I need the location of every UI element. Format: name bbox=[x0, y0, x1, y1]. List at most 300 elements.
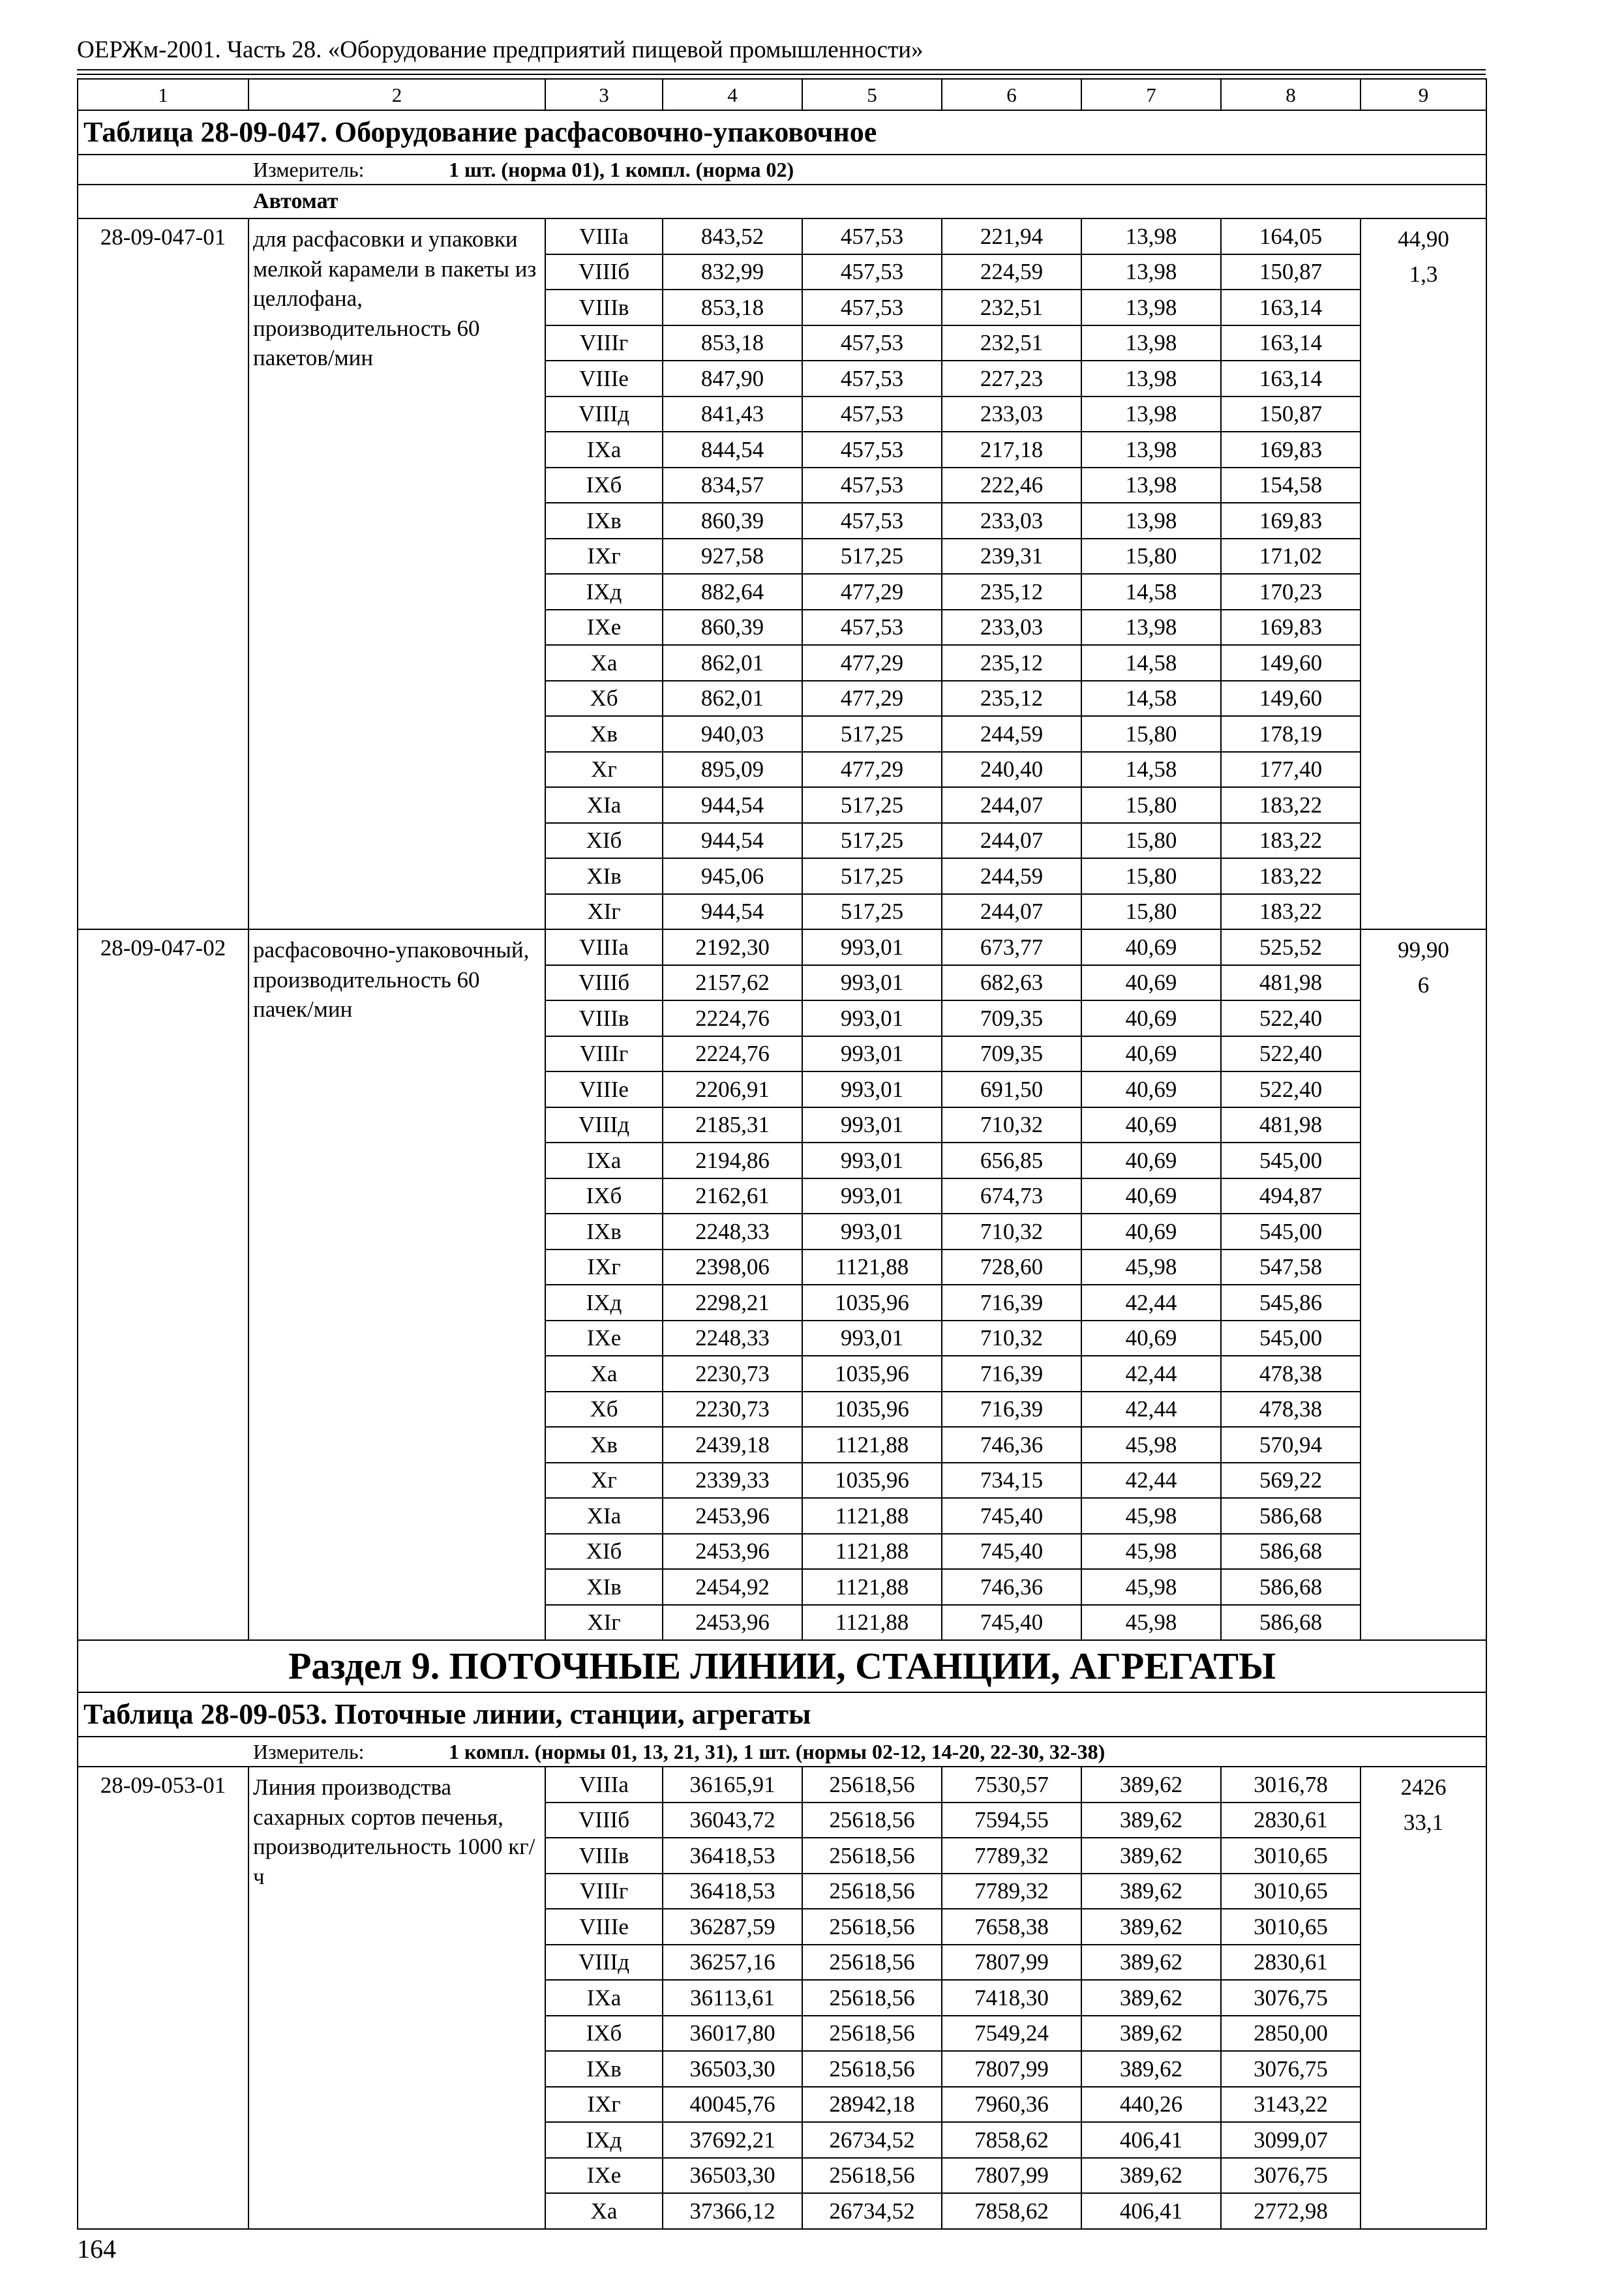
subtitle-row bbox=[78, 185, 1486, 218]
column-number: 9 bbox=[1361, 79, 1486, 110]
table-cell: 862,01 bbox=[663, 681, 802, 717]
table-title-2-row bbox=[78, 1692, 1486, 1737]
table-cell: VIIIг bbox=[545, 325, 663, 361]
table-cell: Xб bbox=[545, 1392, 663, 1428]
measure-cell bbox=[78, 1737, 1486, 1767]
table-cell: 389,62 bbox=[1081, 1874, 1221, 1909]
norm-code: 28-09-047-01 bbox=[78, 218, 248, 929]
table-cell: VIIIб bbox=[545, 254, 663, 290]
table-cell: Xг bbox=[545, 752, 663, 788]
table-cell: 944,54 bbox=[663, 787, 802, 823]
table-cell: 522,40 bbox=[1221, 1071, 1361, 1107]
table-cell: IXa bbox=[545, 1980, 663, 2016]
table-cell: 3099,07 bbox=[1221, 2122, 1361, 2158]
table-cell: 13,98 bbox=[1081, 468, 1221, 503]
column-number: 2 bbox=[248, 79, 545, 110]
table-cell: VIIIв bbox=[545, 1838, 663, 1874]
table-cell: IXв bbox=[545, 503, 663, 539]
table-cell: 235,12 bbox=[942, 645, 1081, 681]
table-body bbox=[78, 79, 1486, 2229]
table-cell: 244,07 bbox=[942, 823, 1081, 859]
norm-description: для расфасовки и упаковки мелкой карамели в пакеты из целлофана, производительность 60 пакетов/мин bbox=[248, 218, 545, 929]
table-cell: XIв bbox=[545, 1569, 663, 1605]
table-cell: 149,60 bbox=[1221, 645, 1361, 681]
table-cell: 389,62 bbox=[1081, 1980, 1221, 2016]
table-cell: 36017,80 bbox=[663, 2016, 802, 2052]
table-cell: 37692,21 bbox=[663, 2122, 802, 2158]
table-row bbox=[78, 1767, 1486, 1803]
table-row bbox=[78, 929, 1486, 965]
table-cell: 734,15 bbox=[942, 1463, 1081, 1499]
measure-value: 1 компл. (нормы 01, 13, 21, 31), 1 шт. (нормы 02-12, 14-20, 22-30, 32-38) bbox=[449, 1740, 1105, 1763]
table-cell: IXд bbox=[545, 574, 663, 610]
table-cell: 389,62 bbox=[1081, 2051, 1221, 2087]
table-cell: 457,53 bbox=[802, 432, 942, 468]
table-cell: 7858,62 bbox=[942, 2122, 1081, 2158]
table-cell: 457,53 bbox=[802, 610, 942, 646]
table-cell: 40,69 bbox=[1081, 1000, 1221, 1036]
table-cell: 14,58 bbox=[1081, 752, 1221, 788]
table-cell: 477,29 bbox=[802, 574, 942, 610]
column-9-value: 33,1 bbox=[1403, 1810, 1444, 1836]
table-cell: 13,98 bbox=[1081, 254, 1221, 290]
table-cell: 2224,76 bbox=[663, 1000, 802, 1036]
table-title-row bbox=[78, 110, 1486, 155]
table-cell: 2162,61 bbox=[663, 1178, 802, 1214]
table-cell: 586,68 bbox=[1221, 1569, 1361, 1605]
table-cell: 7549,24 bbox=[942, 2016, 1081, 2052]
table-cell: 40,69 bbox=[1081, 929, 1221, 965]
table-cell: VIIIг bbox=[545, 1036, 663, 1072]
table-cell: 45,98 bbox=[1081, 1427, 1221, 1463]
table-cell: 517,25 bbox=[802, 823, 942, 859]
table-cell: XIб bbox=[545, 1534, 663, 1570]
table-cell: 457,53 bbox=[802, 218, 942, 254]
table-cell: 2248,33 bbox=[663, 1321, 802, 1356]
table-cell: IXг bbox=[545, 1249, 663, 1285]
table-cell: 440,26 bbox=[1081, 2087, 1221, 2123]
table-cell: 2185,31 bbox=[663, 1107, 802, 1143]
table-cell: 586,68 bbox=[1221, 1534, 1361, 1570]
table-cell: 25618,56 bbox=[802, 2158, 942, 2194]
table-cell: 37366,12 bbox=[663, 2193, 802, 2229]
table-cell: 183,22 bbox=[1221, 823, 1361, 859]
table-cell: 13,98 bbox=[1081, 290, 1221, 325]
table-cell: Xa bbox=[545, 1356, 663, 1392]
table-cell: 45,98 bbox=[1081, 1569, 1221, 1605]
table-cell: 586,68 bbox=[1221, 1605, 1361, 1641]
table-cell: 40045,76 bbox=[663, 2087, 802, 2123]
table-cell: 244,07 bbox=[942, 787, 1081, 823]
table-cell: 222,46 bbox=[942, 468, 1081, 503]
table-cell: 2439,18 bbox=[663, 1427, 802, 1463]
table-cell: 239,31 bbox=[942, 539, 1081, 575]
table-cell: 36418,53 bbox=[663, 1874, 802, 1909]
table-cell: 233,03 bbox=[942, 396, 1081, 432]
table-cell: 841,43 bbox=[663, 396, 802, 432]
table-cell: IXб bbox=[545, 1178, 663, 1214]
table-cell: 40,69 bbox=[1081, 1214, 1221, 1249]
table-cell: 25618,56 bbox=[802, 1909, 942, 1945]
table-cell: 2194,86 bbox=[663, 1143, 802, 1178]
column-number: 1 bbox=[78, 79, 248, 110]
table-cell: 45,98 bbox=[1081, 1534, 1221, 1570]
table-cell: 853,18 bbox=[663, 325, 802, 361]
table-cell: 13,98 bbox=[1081, 503, 1221, 539]
table-cell: 150,87 bbox=[1221, 254, 1361, 290]
table-cell: 993,01 bbox=[802, 1000, 942, 1036]
table-cell: 25618,56 bbox=[802, 1980, 942, 2016]
table-cell: 2850,00 bbox=[1221, 2016, 1361, 2052]
table-cell: VIIIe bbox=[545, 361, 663, 396]
table-cell: 993,01 bbox=[802, 1071, 942, 1107]
page-number: 164 bbox=[77, 2234, 116, 2264]
table-cell: 457,53 bbox=[802, 290, 942, 325]
column-9-cell bbox=[1361, 1767, 1486, 2229]
table-cell: 843,52 bbox=[663, 218, 802, 254]
table-cell: 163,14 bbox=[1221, 361, 1361, 396]
table-cell: IXб bbox=[545, 2016, 663, 2052]
table-cell: 389,62 bbox=[1081, 1767, 1221, 1803]
table-cell: 389,62 bbox=[1081, 1909, 1221, 1945]
table-cell: 232,51 bbox=[942, 290, 1081, 325]
table-cell: 40,69 bbox=[1081, 1036, 1221, 1072]
table-cell: 525,52 bbox=[1221, 929, 1361, 965]
table-cell: 15,80 bbox=[1081, 858, 1221, 894]
table-cell: 545,86 bbox=[1221, 1285, 1361, 1321]
table-cell: 26734,52 bbox=[802, 2122, 942, 2158]
table-cell: 1121,88 bbox=[802, 1498, 942, 1534]
table-cell: 42,44 bbox=[1081, 1463, 1221, 1499]
table-cell: IXв bbox=[545, 2051, 663, 2087]
table-cell: 1121,88 bbox=[802, 1605, 942, 1641]
table-cell: 691,50 bbox=[942, 1071, 1081, 1107]
table-cell: VIIIe bbox=[545, 1071, 663, 1107]
table-cell: 993,01 bbox=[802, 1107, 942, 1143]
table-cell: XIг bbox=[545, 894, 663, 930]
table-cell: Xг bbox=[545, 1463, 663, 1499]
table-cell: 7594,55 bbox=[942, 1803, 1081, 1838]
table-cell: VIIIг bbox=[545, 1874, 663, 1909]
table-cell: 3010,65 bbox=[1221, 1874, 1361, 1909]
table-cell: 834,57 bbox=[663, 468, 802, 503]
table-cell: 569,22 bbox=[1221, 1463, 1361, 1499]
table-cell: 570,94 bbox=[1221, 1427, 1361, 1463]
table-cell: 25618,56 bbox=[802, 1767, 942, 1803]
table-cell: 3076,75 bbox=[1221, 1980, 1361, 2016]
table-cell: 927,58 bbox=[663, 539, 802, 575]
table-cell: 3010,65 bbox=[1221, 1909, 1361, 1945]
table-cell: 710,32 bbox=[942, 1107, 1081, 1143]
table-cell: 36257,16 bbox=[663, 1945, 802, 1981]
table-cell: VIIIв bbox=[545, 1000, 663, 1036]
column-number: 6 bbox=[942, 79, 1081, 110]
table-cell: 163,14 bbox=[1221, 290, 1361, 325]
table-cell: IXв bbox=[545, 1214, 663, 1249]
table-cell: 2830,61 bbox=[1221, 1803, 1361, 1838]
table-cell: 406,41 bbox=[1081, 2122, 1221, 2158]
table-cell: 481,98 bbox=[1221, 1107, 1361, 1143]
table-cell: 494,87 bbox=[1221, 1178, 1361, 1214]
table-cell: 45,98 bbox=[1081, 1498, 1221, 1534]
table-cell: 389,62 bbox=[1081, 2158, 1221, 2194]
table-cell: 40,69 bbox=[1081, 1143, 1221, 1178]
table-cell: 895,09 bbox=[663, 752, 802, 788]
table-cell: 13,98 bbox=[1081, 396, 1221, 432]
header-rule bbox=[77, 69, 1486, 70]
table-cell: 1035,96 bbox=[802, 1463, 942, 1499]
table-cell: 844,54 bbox=[663, 432, 802, 468]
table-cell: 14,58 bbox=[1081, 645, 1221, 681]
table-cell: VIIIд bbox=[545, 1945, 663, 1981]
table-cell: 940,03 bbox=[663, 716, 802, 752]
column-9-value: 44,90 bbox=[1398, 226, 1449, 252]
table-cell: VIIIa bbox=[545, 1767, 663, 1803]
table-cell: 716,39 bbox=[942, 1392, 1081, 1428]
table-cell: 28942,18 bbox=[802, 2087, 942, 2123]
table-cell: 163,14 bbox=[1221, 325, 1361, 361]
column-9-value: 2426 bbox=[1400, 1774, 1447, 1800]
table-cell: 457,53 bbox=[802, 361, 942, 396]
table-cell: 36043,72 bbox=[663, 1803, 802, 1838]
table-cell: 25618,56 bbox=[802, 1945, 942, 1981]
table-cell: IXe bbox=[545, 1321, 663, 1356]
table-cell: 169,83 bbox=[1221, 610, 1361, 646]
table-cell: 993,01 bbox=[802, 1036, 942, 1072]
table-cell: 235,12 bbox=[942, 574, 1081, 610]
table-cell: 945,06 bbox=[663, 858, 802, 894]
table-cell: 457,53 bbox=[802, 254, 942, 290]
table-cell: 457,53 bbox=[802, 468, 942, 503]
table-cell: 2339,33 bbox=[663, 1463, 802, 1499]
table-cell: VIIIe bbox=[545, 1909, 663, 1945]
table-cell: 150,87 bbox=[1221, 396, 1361, 432]
table-cell: 169,83 bbox=[1221, 432, 1361, 468]
table-cell: 15,80 bbox=[1081, 787, 1221, 823]
table-cell: IXг bbox=[545, 539, 663, 575]
table-cell: 7418,30 bbox=[942, 1980, 1081, 2016]
subtitle-cell bbox=[78, 185, 1486, 218]
table-cell: 1121,88 bbox=[802, 1249, 942, 1285]
table-cell: 944,54 bbox=[663, 894, 802, 930]
table-cell: 477,29 bbox=[802, 752, 942, 788]
table-cell: 682,63 bbox=[942, 965, 1081, 1001]
table-cell: 3143,22 bbox=[1221, 2087, 1361, 2123]
table-cell: 656,85 bbox=[942, 1143, 1081, 1178]
table-cell: 217,18 bbox=[942, 432, 1081, 468]
table-cell: 2453,96 bbox=[663, 1498, 802, 1534]
table-cell: 42,44 bbox=[1081, 1356, 1221, 1392]
table-cell: 36503,30 bbox=[663, 2158, 802, 2194]
table-cell: 7960,36 bbox=[942, 2087, 1081, 2123]
table-cell: 517,25 bbox=[802, 787, 942, 823]
table-cell: 40,69 bbox=[1081, 1321, 1221, 1356]
measure-row bbox=[78, 155, 1486, 185]
table-cell: VIIIб bbox=[545, 965, 663, 1001]
table-cell: 2192,30 bbox=[663, 929, 802, 965]
table-cell: 2398,06 bbox=[663, 1249, 802, 1285]
column-number: 4 bbox=[663, 79, 802, 110]
table-cell: VIIIв bbox=[545, 290, 663, 325]
table-cell: Xб bbox=[545, 681, 663, 717]
table-cell: 1121,88 bbox=[802, 1569, 942, 1605]
table-cell: 42,44 bbox=[1081, 1392, 1221, 1428]
table-cell: 478,38 bbox=[1221, 1392, 1361, 1428]
table-cell: 477,29 bbox=[802, 645, 942, 681]
table-cell: 882,64 bbox=[663, 574, 802, 610]
table-cell: 673,77 bbox=[942, 929, 1081, 965]
table-cell: IXe bbox=[545, 610, 663, 646]
table-cell: 545,00 bbox=[1221, 1214, 1361, 1249]
table-cell: 2248,33 bbox=[663, 1214, 802, 1249]
table-cell: Xa bbox=[545, 2193, 663, 2229]
table-cell: 545,00 bbox=[1221, 1321, 1361, 1356]
table-cell: 154,58 bbox=[1221, 468, 1361, 503]
table-cell: 25618,56 bbox=[802, 1874, 942, 1909]
table-cell: 710,32 bbox=[942, 1321, 1081, 1356]
table-cell: 2772,98 bbox=[1221, 2193, 1361, 2229]
table-cell: 149,60 bbox=[1221, 681, 1361, 717]
table-cell: 3016,78 bbox=[1221, 1767, 1361, 1803]
table-cell: 1035,96 bbox=[802, 1285, 942, 1321]
table-cell: 2206,91 bbox=[663, 1071, 802, 1107]
table-cell: 993,01 bbox=[802, 1214, 942, 1249]
table-cell: 832,99 bbox=[663, 254, 802, 290]
table-cell: 745,40 bbox=[942, 1498, 1081, 1534]
table-cell: 547,58 bbox=[1221, 1249, 1361, 1285]
table-cell: 389,62 bbox=[1081, 2016, 1221, 2052]
table-cell: 183,22 bbox=[1221, 894, 1361, 930]
table-cell: 183,22 bbox=[1221, 787, 1361, 823]
table-cell: 2157,62 bbox=[663, 965, 802, 1001]
table-cell: 517,25 bbox=[802, 716, 942, 752]
table-cell: 746,36 bbox=[942, 1427, 1081, 1463]
table-cell: 15,80 bbox=[1081, 894, 1221, 930]
column-9-value: 6 bbox=[1417, 972, 1430, 998]
table-cell: 2830,61 bbox=[1221, 1945, 1361, 1981]
table-cell: 728,60 bbox=[942, 1249, 1081, 1285]
table-cell: 36287,59 bbox=[663, 1909, 802, 1945]
table-cell: 40,69 bbox=[1081, 965, 1221, 1001]
table-cell: 224,59 bbox=[942, 254, 1081, 290]
table-cell: 36418,53 bbox=[663, 1838, 802, 1874]
table-cell: 25618,56 bbox=[802, 1838, 942, 1874]
table-cell: 993,01 bbox=[802, 929, 942, 965]
table-cell: 457,53 bbox=[802, 503, 942, 539]
table-cell: 709,35 bbox=[942, 1036, 1081, 1072]
table-cell: 26734,52 bbox=[802, 2193, 942, 2229]
table-cell: 860,39 bbox=[663, 610, 802, 646]
table-cell: 586,68 bbox=[1221, 1498, 1361, 1534]
table-cell: 993,01 bbox=[802, 1321, 942, 1356]
table-cell: 15,80 bbox=[1081, 716, 1221, 752]
table-cell: 40,69 bbox=[1081, 1071, 1221, 1107]
table-cell: IXe bbox=[545, 2158, 663, 2194]
table-cell: 13,98 bbox=[1081, 361, 1221, 396]
column-9-cell bbox=[1361, 218, 1486, 929]
table-cell: 40,69 bbox=[1081, 1107, 1221, 1143]
table-cell: IXa bbox=[545, 432, 663, 468]
table-cell: 2224,76 bbox=[663, 1036, 802, 1072]
table-cell: 1121,88 bbox=[802, 1534, 942, 1570]
table-cell: 45,98 bbox=[1081, 1605, 1221, 1641]
table-cell: 457,53 bbox=[802, 325, 942, 361]
table-cell: 25618,56 bbox=[802, 1803, 942, 1838]
table-cell: 36113,61 bbox=[663, 1980, 802, 2016]
table-cell: 944,54 bbox=[663, 823, 802, 859]
table-cell: 522,40 bbox=[1221, 1036, 1361, 1072]
table-cell: 164,05 bbox=[1221, 218, 1361, 254]
table-cell: 710,32 bbox=[942, 1214, 1081, 1249]
table-cell: VIIIб bbox=[545, 1803, 663, 1838]
table-cell: 232,51 bbox=[942, 325, 1081, 361]
table-cell: 7530,57 bbox=[942, 1767, 1081, 1803]
table-cell: 2453,96 bbox=[663, 1534, 802, 1570]
table-cell: 389,62 bbox=[1081, 1803, 1221, 1838]
table-cell: 993,01 bbox=[802, 1178, 942, 1214]
table-cell: 522,40 bbox=[1221, 1000, 1361, 1036]
table-cell: VIIIд bbox=[545, 1107, 663, 1143]
table-cell: 7807,99 bbox=[942, 2158, 1081, 2194]
column-number: 3 bbox=[545, 79, 663, 110]
table-cell: 15,80 bbox=[1081, 539, 1221, 575]
table-cell: 13,98 bbox=[1081, 325, 1221, 361]
table-cell: 244,59 bbox=[942, 858, 1081, 894]
table-title: Таблица 28-09-047. Оборудование расфасовочно-упаковочное bbox=[78, 110, 1486, 155]
column-9-cell bbox=[1361, 929, 1486, 1640]
table-cell: IXб bbox=[545, 468, 663, 503]
table-cell: 860,39 bbox=[663, 503, 802, 539]
table-cell: 178,19 bbox=[1221, 716, 1361, 752]
table-cell: 14,58 bbox=[1081, 681, 1221, 717]
table-cell: 746,36 bbox=[942, 1569, 1081, 1605]
table-cell: 745,40 bbox=[942, 1605, 1081, 1641]
measure-row bbox=[78, 1737, 1486, 1767]
section-row bbox=[78, 1640, 1486, 1692]
table-cell: 709,35 bbox=[942, 1000, 1081, 1036]
table-cell: 457,53 bbox=[802, 396, 942, 432]
table-cell: 478,38 bbox=[1221, 1356, 1361, 1392]
table-cell: 221,94 bbox=[942, 218, 1081, 254]
table-cell: 183,22 bbox=[1221, 858, 1361, 894]
table-cell: 7658,38 bbox=[942, 1909, 1081, 1945]
table-cell: XIв bbox=[545, 858, 663, 894]
column-number-row bbox=[78, 79, 1486, 110]
measure-label: Измеритель: bbox=[253, 158, 365, 181]
norm-code: 28-09-047-02 bbox=[78, 929, 248, 1640]
table-cell: 2454,92 bbox=[663, 1569, 802, 1605]
table-cell: VIIIд bbox=[545, 396, 663, 432]
table-cell: 993,01 bbox=[802, 1143, 942, 1178]
table-cell: 13,98 bbox=[1081, 610, 1221, 646]
table-cell: IXa bbox=[545, 1143, 663, 1178]
table-cell: 233,03 bbox=[942, 503, 1081, 539]
table-cell: 545,00 bbox=[1221, 1143, 1361, 1178]
table-cell: 853,18 bbox=[663, 290, 802, 325]
table-cell: 481,98 bbox=[1221, 965, 1361, 1001]
table-cell: 7858,62 bbox=[942, 2193, 1081, 2229]
table-cell: 3076,75 bbox=[1221, 2051, 1361, 2087]
table-cell: 517,25 bbox=[802, 539, 942, 575]
measure-label: Измеритель: bbox=[253, 1740, 365, 1763]
table-cell: 7807,99 bbox=[942, 2051, 1081, 2087]
table-cell: Xв bbox=[545, 716, 663, 752]
norm-description: расфасовочно-упаковочный, производительность 60 пачек/мин bbox=[248, 929, 545, 1640]
running-header: ОЕРЖм-2001. Часть 28. «Оборудование предприятий пищевой промышленности» bbox=[77, 37, 924, 63]
column-9-value: 99,90 bbox=[1398, 937, 1449, 963]
measure-value: 1 шт. (норма 01), 1 компл. (норма 02) bbox=[449, 158, 794, 181]
column-number: 7 bbox=[1081, 79, 1221, 110]
